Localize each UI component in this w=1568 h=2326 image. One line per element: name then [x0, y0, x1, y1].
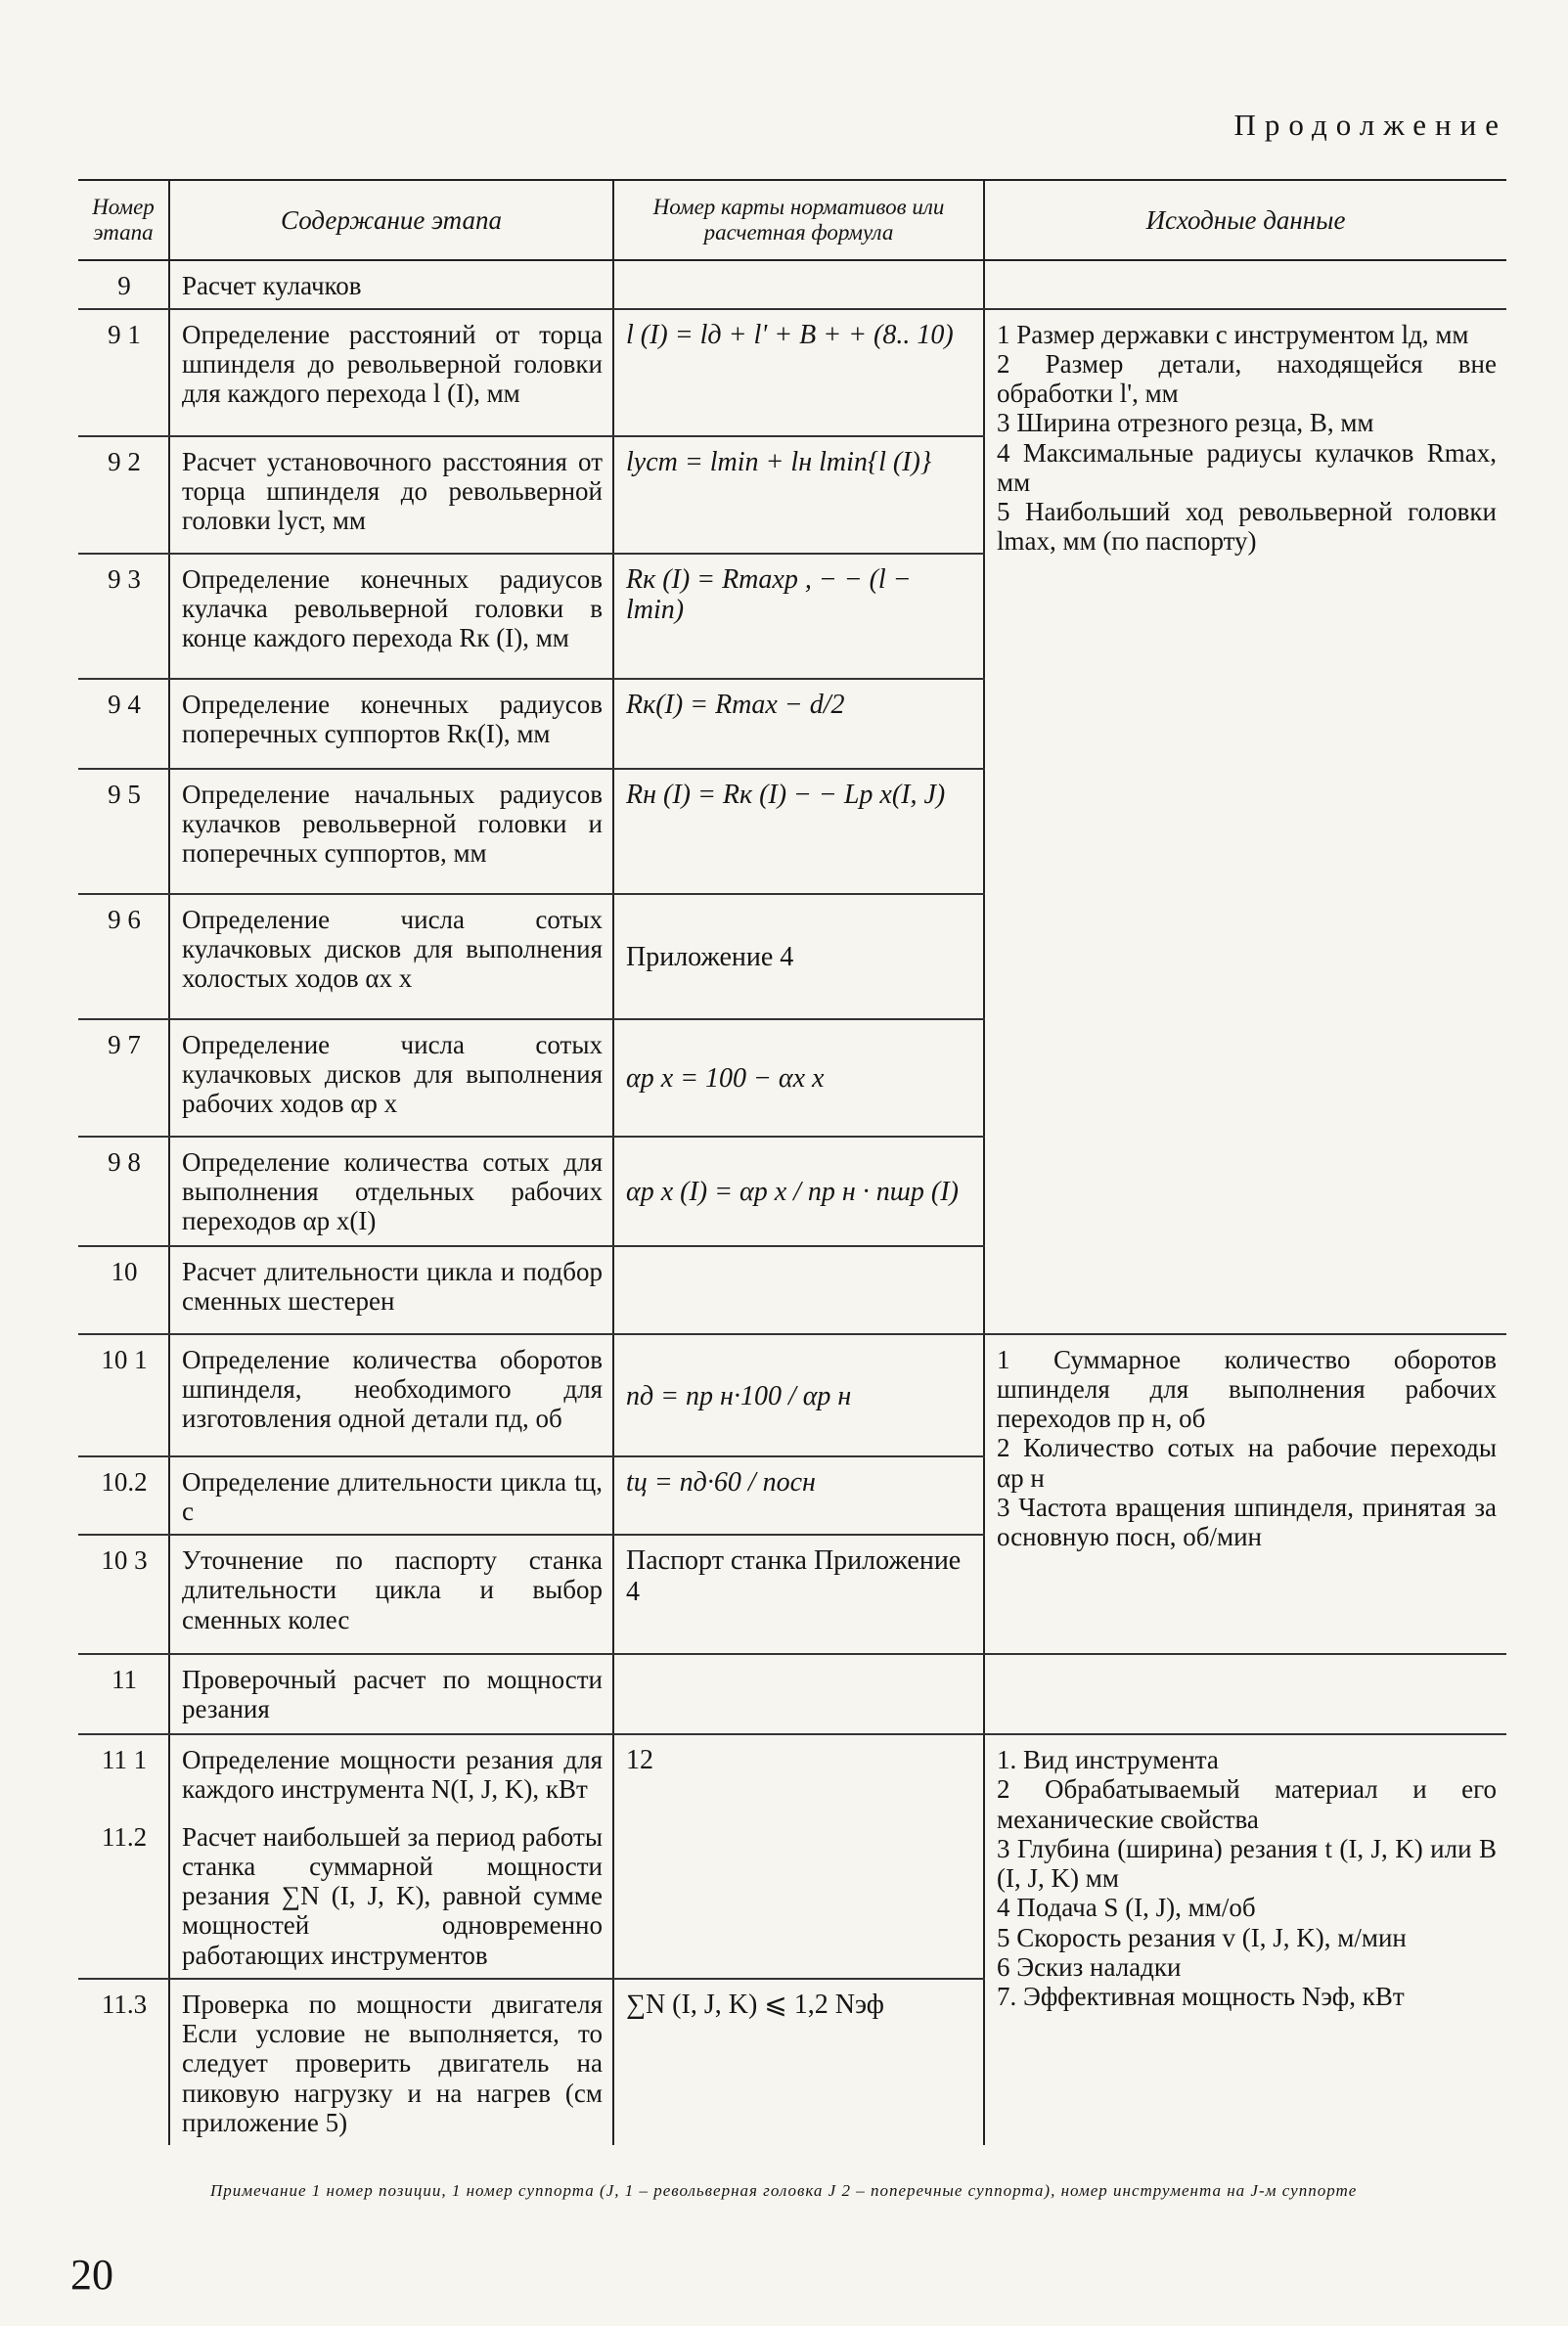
stage-input-empty — [984, 1654, 1506, 1734]
table-header-row — [78, 180, 1506, 260]
stage-content: Определение конечных радиусов поперечных суппортов Rк(I), мм — [169, 679, 613, 769]
stage-content: Расчет кулачков — [169, 260, 613, 309]
input-line: 6 Эскиз наладки — [997, 1951, 1182, 1982]
table-row — [78, 1334, 1506, 1456]
stage-formula: пд = пр н·100 / αр н — [613, 1334, 984, 1456]
column-header-formula: Номер карты нормативов или расчетная формула — [613, 180, 984, 260]
stage-input-empty — [984, 260, 1506, 309]
input-line: 2 Размер детали, находящейся вне обработки l', мм — [997, 348, 1497, 409]
input-data-group-3 — [984, 1734, 1506, 2145]
stage-number: 9 3 — [78, 554, 169, 679]
input-line: 2 Количество сотых на рабочие переходы αр н — [997, 1433, 1497, 1493]
stage-formula: Rк(I) = Rmax − d/2 — [613, 679, 984, 769]
stage-formula: Приложение 4 — [613, 894, 984, 1019]
stage-formula: l (I) = lд + l' + B + + (8.. 10) — [613, 309, 984, 436]
stage-formula: 12 — [613, 1734, 984, 1979]
stage-content: Определение длительности цикла tц, с — [169, 1456, 613, 1535]
input-line: 2 Обрабатываемый материал и его механические свойства — [997, 1774, 1497, 1834]
column-header-num: Номер этапа — [78, 180, 169, 260]
stage-content: Расчет длительности цикла и подбор сменных шестерен — [169, 1246, 613, 1334]
stages-table — [78, 179, 1506, 2145]
input-line: 5 Наибольший ход револьверной головки lmax, мм (по паспорту) — [997, 497, 1497, 557]
stage-number: 11 1 — [78, 1734, 169, 1812]
table-row — [78, 1734, 1506, 1812]
input-data-group-2 — [984, 1334, 1506, 1654]
stage-formula: tц = пд·60 / посн — [613, 1456, 984, 1535]
stage-formula: Rк (I) = Rmaxр , − − (l − lmin) — [613, 554, 984, 679]
input-line: 1. Вид инструмента — [997, 1745, 1219, 1775]
input-line: 3 Частота вращения шпинделя, принятая за основную посн, об/мин — [997, 1492, 1497, 1552]
stage-content: Определение числа сотых кулачковых дисков для выполнения холостых ходов αх х — [169, 894, 613, 1019]
stage-number: 9 8 — [78, 1137, 169, 1246]
input-line: 5 Скорость резания v (I, J, K), м/мин — [997, 1922, 1407, 1952]
stage-content: Уточнение по паспорту станка длительности цикла и выбор сменных колес — [169, 1535, 613, 1654]
table-row — [78, 1246, 1506, 1334]
stage-content: Определение мощности резания для каждого инструмента N(I, J, K), кВт — [169, 1734, 613, 1812]
input-data-group-1 — [984, 309, 1506, 1246]
stage-content: Определение количества оборотов шпинделя, необходимого для изготовления одной детали пд, об — [169, 1334, 613, 1456]
input-line: 3 Ширина отрезного резца, B, мм — [997, 408, 1374, 438]
stage-formula — [613, 1246, 984, 1334]
stage-number: 9 4 — [78, 679, 169, 769]
stage-number: 11.3 — [78, 1979, 169, 2145]
stage-number: 9 1 — [78, 309, 169, 436]
stage-formula: αр х (I) = αр х / пр н · пшр (I) — [613, 1137, 984, 1246]
table-footnote: Примечание 1 номер позиции, 1 номер суппорта (J, 1 – револьверная головка J 2 – поперечные суппорта), номер инструмента на J-м суппорте — [210, 2181, 1358, 2200]
stage-number: 9 5 — [78, 769, 169, 894]
input-line: 1 Суммарное количество оборотов шпинделя для выполнения рабочих переходов пр н, об — [997, 1344, 1497, 1434]
stage-number: 10 — [78, 1246, 169, 1334]
stage-number: 11 — [78, 1654, 169, 1734]
stage-content: Расчет установочного расстояния от торца шпинделя до револьверной головки lуст, мм — [169, 436, 613, 554]
stage-input-empty — [984, 1246, 1506, 1334]
table-row — [78, 260, 1506, 309]
stage-formula: αр х = 100 − αх х — [613, 1019, 984, 1137]
stage-number: 11.2 — [78, 1812, 169, 1979]
stage-formula: ∑N (I, J, K) ⩽ 1,2 Nэф — [613, 1979, 984, 2145]
continuation-label: Продолжение — [1233, 108, 1507, 142]
stage-content: Определение количества сотых для выполнения отдельных рабочих переходов αр х(I) — [169, 1137, 613, 1246]
stage-content: Определение конечных радиусов кулачка револьверной головки в конце каждого перехода Rк (I), мм — [169, 554, 613, 679]
input-line: 7. Эффективная мощность Nэф, кВт — [997, 1982, 1405, 2012]
table-row — [78, 309, 1506, 436]
stage-formula — [613, 260, 984, 309]
stage-number: 9 7 — [78, 1019, 169, 1137]
stage-content: Расчет наибольшей за период работы станка суммарной мощности резания ∑N (I, J, K), равной сумме мощностей одновременно работающих инструментов — [169, 1812, 613, 1979]
table-row — [78, 1654, 1506, 1734]
input-line: 3 Глубина (ширина) резания t (I, J, K) или B (I, J, K) мм — [997, 1833, 1497, 1894]
stage-content: Проверка по мощности двигателя Если условие не выполняется, то следует проверить двигатель на пиковую нагрузку и на нагрев (см приложение 5) — [169, 1979, 613, 2145]
stage-content: Определение расстояний от торца шпинделя до револьверной головки для каждого перехода l (I), мм — [169, 309, 613, 436]
column-header-input: Исходные данные — [984, 180, 1506, 260]
stage-number: 9 6 — [78, 894, 169, 1019]
stage-number: 10 1 — [78, 1334, 169, 1456]
stage-content: Определение начальных радиусов кулачков револьверной головки и поперечных суппортов, мм — [169, 769, 613, 894]
stage-number: 10 3 — [78, 1535, 169, 1654]
stage-formula: lуст = lmin + lн lmin{l (I)} — [613, 436, 984, 554]
stage-formula: Паспорт станка Приложение 4 — [613, 1535, 984, 1654]
column-header-content: Содержание этапа — [169, 180, 613, 260]
input-line: 4 Максимальные радиусы кулачков Rmax, мм — [997, 437, 1497, 497]
stage-formula — [613, 1654, 984, 1734]
stage-number: 9 2 — [78, 436, 169, 554]
stage-content: Проверочный расчет по мощности резания — [169, 1654, 613, 1734]
input-line: 1 Размер державки с инструментом lд, мм — [997, 319, 1469, 349]
stage-formula: Rн (I) = Rк (I) − − Lр х(I, J) — [613, 769, 984, 894]
stage-content: Определение числа сотых кулачковых дисков для выполнения рабочих ходов αр х — [169, 1019, 613, 1137]
input-line: 4 Подача S (I, J), мм/об — [997, 1893, 1256, 1923]
page-number: 20 — [70, 2251, 113, 2299]
stage-number: 10.2 — [78, 1456, 169, 1535]
stage-number: 9 — [78, 260, 169, 309]
